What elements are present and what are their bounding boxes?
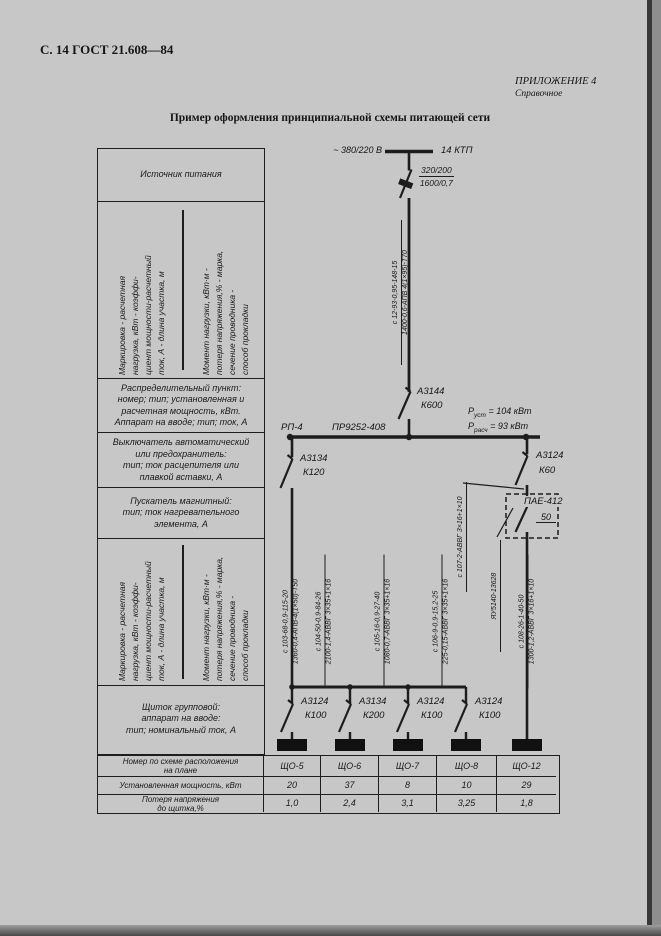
branch-left-breaker-icon (281, 455, 293, 488)
panel-name: ЩО-7 (379, 756, 437, 777)
group-breaker-2-current: К200 (363, 710, 385, 721)
feeder-marking-4: с 106-9-0,9-15,2-25 225-0,15-АВВГ 3×35+1×16 (433, 554, 450, 688)
installed-kw: 10 (437, 777, 497, 795)
page-title: Пример оформления принципиальной схемы питающей сети (169, 112, 491, 124)
group-drop-3 (397, 687, 409, 740)
rp-type: ПР9252-408 (332, 422, 386, 433)
group-breaker-4-type: А3124 (475, 696, 503, 707)
branch-right-breaker-icon (516, 452, 528, 485)
panel-scho8 (451, 739, 481, 751)
legend-row-starter: Пускатель магнитный: тип; ток нагревательного элемента, А (98, 488, 264, 539)
legend-row-rp: Распределительный пункт: номер; тип; установленная и расчетная мощность, кВт. Аппарат на вводе; тип; ток, А (98, 379, 264, 433)
scan-edge-right-outer (652, 0, 661, 936)
installed-kw: 29 (497, 777, 556, 795)
transformer-data: $\frac{320/200}{1600/0,7}$ (419, 165, 453, 188)
group-drop-1 (281, 687, 293, 740)
group-breaker-2-type: А3134 (359, 696, 387, 707)
group-breaker-3-current: К100 (421, 710, 443, 721)
page-ref: С. 14 ГОСТ 21.608—84 (40, 42, 174, 57)
supply-voltage-label: ~ 380/220 В (333, 145, 382, 155)
panel-symbols (277, 739, 542, 751)
panel-scho12 (512, 739, 542, 751)
branch-right-breaker-type: А3124 (536, 450, 564, 461)
panel-name: ЩО-5 (264, 756, 321, 777)
scan-edge-bottom (0, 925, 661, 936)
voltage-loss: 2,4 (321, 795, 379, 812)
summary-table (97, 755, 560, 814)
main-feeder-marking: с 12-93-0,95-148-15 1400-0,6-АПВ 4(1×95)-Т70 (392, 220, 409, 365)
group-breaker-4-current: К100 (479, 710, 501, 721)
summary-row1-label: Номер по схеме расположения на плане (98, 756, 264, 777)
starter-cable-marking: с 107-2-АВВГ 3×16+1×10 (457, 482, 467, 592)
group-breaker-1-type: А3124 (301, 696, 329, 707)
panel-scho7 (393, 739, 423, 751)
voltage-loss: 3,1 (379, 795, 437, 812)
feeder-marking-3: с 105-16-0,9-27-40 1080-0,7-АВВГ 3×35+1×16 (375, 554, 392, 688)
starter-box-marking: ЯУ5140-13628 (491, 540, 501, 652)
legend-row-panel: Щиток групповой: аппарат на вводе: тип; номинальный ток, А (126, 701, 236, 735)
installed-kw: 20 (264, 777, 321, 795)
group-breaker-3-type: А3124 (417, 696, 445, 707)
group-drop-2 (339, 687, 351, 740)
appendix-note: Справочное (515, 89, 563, 99)
leader-starter-box (497, 508, 513, 537)
feeder-marking-1: с 103-68-0,9-115-20 1360-0,4-АПВ-4(1×50)-Т50 (283, 554, 300, 688)
branch-right-breaker-current: К60 (539, 465, 556, 476)
panel-name: ЩО-12 (497, 756, 556, 777)
main-breaker-current: К600 (421, 400, 443, 411)
legend-row-breaker: Выключатель автоматический или предохранитель: тип; ток расцепителя или плавкой вставки, А (98, 433, 264, 488)
main-breaker-type: А3144 (417, 386, 445, 397)
panel-scho5 (277, 739, 307, 751)
panel-scho6 (335, 739, 365, 751)
voltage-loss: 1,0 (264, 795, 321, 812)
installed-power-label: $Р_{уст} = 104$ кВт (468, 406, 532, 419)
appendix-label: ПРИЛОЖЕНИЕ 4 (515, 76, 597, 87)
legend-marking-left-2: Маркировка - расчетная нагрузка, кВт - коэффи- циент мощности-расчетный ток, А - длина участка, м (117, 561, 166, 681)
rp-name: РП-4 (281, 422, 303, 433)
voltage-loss: 3,25 (437, 795, 497, 812)
installed-kw: 8 (379, 777, 437, 795)
voltage-loss: 1,8 (520, 798, 533, 808)
branch-left-breaker-current: К120 (303, 467, 325, 478)
ktp-label: 14 КТП (441, 145, 473, 156)
panel-name: ЩО-8 (437, 756, 497, 777)
group-breaker-1-current: К100 (305, 710, 327, 721)
main-breaker-icon (399, 388, 411, 420)
panel-name: ЩО-6 (321, 756, 379, 777)
starter-contact-icon (516, 506, 528, 532)
calculated-power-label: $Р_{расч} = 93$ кВт (468, 421, 529, 434)
legend-marking-right-2: Момент нагрузки, кВт·м - потеря напряжения,% - марка, сечение проводника - способ прокладки (201, 556, 250, 681)
summary-row2-label: Установленная мощность, кВт (98, 777, 264, 795)
legend-marking-left: Маркировка - расчетная нагрузка, кВт - коэффи- циент мощности-расчетный ток, А - длина участка, м (117, 255, 166, 375)
group-drop-4 (455, 687, 467, 740)
starter-type: ПАЕ-412 (524, 496, 563, 507)
feeder-marking-2: с 104-50-0,9-84-26 2100-1,4-АВВГ 3×35+1×16 (316, 554, 333, 688)
starter-element: 50 (536, 512, 556, 523)
summary-row3-label: Потеря напряжения до щитка,% (98, 795, 264, 812)
branch-left-breaker-type: А3134 (300, 453, 328, 464)
legend-source-label: Источник питания (140, 169, 222, 180)
installed-kw: 37 (321, 777, 379, 795)
feeder-marking-5: с 108-26-1-40-50 1300-1,2-АВВГ 3×16+1×10 (519, 554, 536, 688)
legend-marking-right: Момент нагрузки, кВт·м - потеря напряжения,% - марка, сечение проводника - способ прокладки (201, 250, 250, 375)
